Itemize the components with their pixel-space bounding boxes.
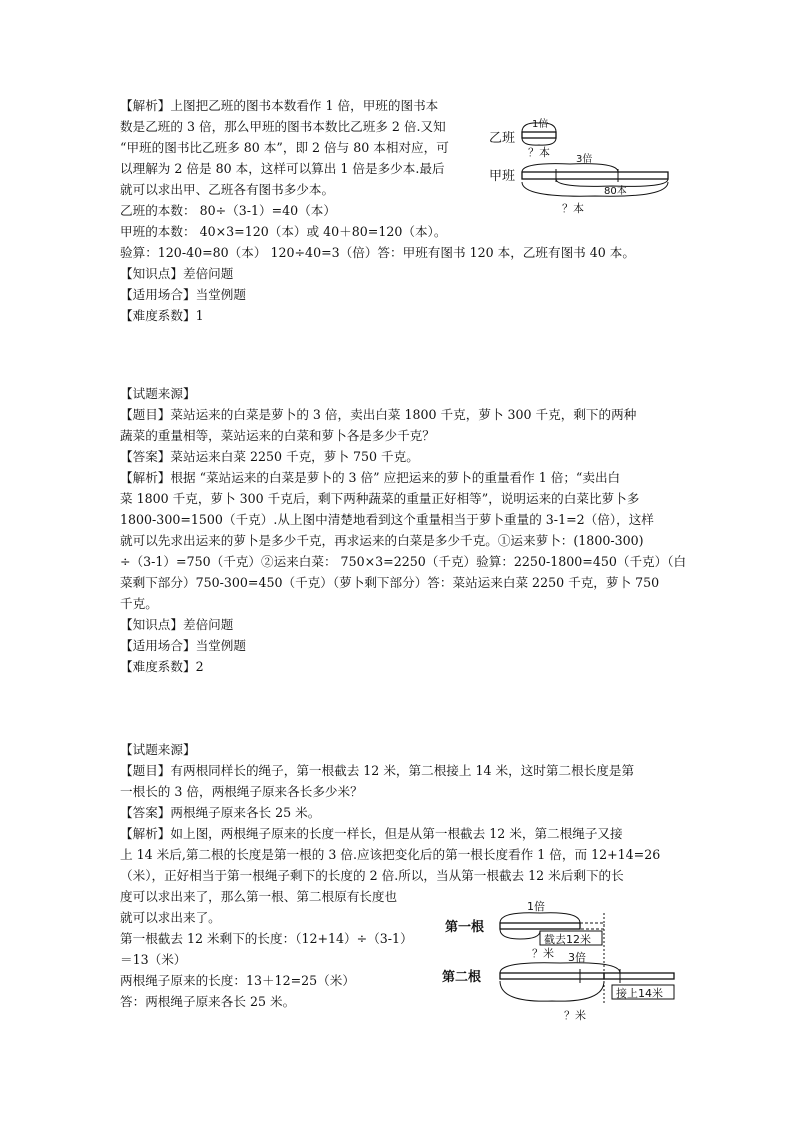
s1-line-3: “甲班的图书比乙班多 80 本”，即 2 倍与 80 本相对应，可 <box>120 140 449 155</box>
s2-line-3: 蔬菜的重量相等，菜站运来的白菜和萝卜各是多少千克？ <box>120 428 435 443</box>
label-q-mid: ？米 <box>532 947 554 960</box>
s2-line-13: 【适用场合】当堂例题 <box>120 638 246 653</box>
s3-line-4: 【答案】两根绳子原来各长 25 米。 <box>120 805 321 820</box>
s1-line-5: 就可以求出甲、乙班各有图书多少本。 <box>120 182 335 197</box>
s1-line-1: 【解析】上图把乙班的图书本数看作 1 倍，甲班的图书本 <box>120 98 439 113</box>
diagram-ropes <box>440 895 680 1025</box>
label-class-a: 甲班 <box>489 169 516 184</box>
brace-class-a-total <box>522 182 668 196</box>
s1-line-8: 验算：120-40=80（本） 120÷40=3（倍）答：甲班有图书 120 本，乙班有图书 40 本。 <box>120 245 635 260</box>
s3-line-9: 就可以求出来了。 <box>120 910 221 925</box>
s3-line-3: 一根长的 3 倍，两根绳子原来各长多少米？ <box>120 784 363 799</box>
bar-rope-1-remaining <box>500 923 580 929</box>
s2-line-1: 【试题来源】 <box>120 386 196 401</box>
s3-line-13: 答：两根绳子原来各长 25 米。 <box>120 994 296 1009</box>
label-cut: 截去12米 <box>544 933 591 946</box>
bar-rope-2-added <box>604 973 674 979</box>
label-one-times: 1倍 <box>527 900 545 913</box>
bar-class-a <box>522 172 668 179</box>
label-eighty: 80本 <box>604 186 627 197</box>
brace-three-times <box>522 164 618 172</box>
s3-line-7: （米），正好相当于第一根绳子剩下的长度的 2 倍.所以，当从第一根截去 12 米后剩下的长 <box>120 868 624 883</box>
s3-line-12: 两根绳子原来的长度：13＋12=25（米） <box>120 973 355 988</box>
s3-line-2: 【题目】有两根同样长的绳子，第一根截去 12 米，第二根接上 14 米，这时第二根长度是第 <box>120 763 635 778</box>
bar-rope-1-cut <box>580 923 604 929</box>
s1-line-2: 数是乙班的 3 倍，那么甲班的图书本数比乙班多 2 倍.又知 <box>120 119 446 134</box>
s1-line-6: 乙班的本数： 80÷（3-1）=40（本） <box>120 203 336 218</box>
s3-line-1: 【试题来源】 <box>120 742 196 757</box>
s1-line-4: 以理解为 2 倍是 80 本，这样可以算出 1 倍是多少本.最后 <box>120 161 445 176</box>
s2-line-12: 【知识点】差倍问题 <box>120 617 234 632</box>
label-q-bottom: ？米 <box>564 1009 586 1022</box>
s2-line-5: 【解析】根据 “菜站运来的白菜是萝卜的 3 倍” 应把运来的萝卜的重量看作 1 倍；“卖出白 <box>120 470 621 485</box>
s2-line-7: 1800-300=1500（千克）.从上图中清楚地看到这个重量相当于萝卜重量的 3-1=2（倍），这样 <box>120 512 654 527</box>
label-three-times: 3倍 <box>576 154 593 165</box>
bar-class-b <box>522 132 556 138</box>
bar-rope-2-original <box>500 973 604 979</box>
s2-line-11: 千克。 <box>120 596 158 611</box>
s3-line-5: 【解析】如上图，两根绳子原来的长度一样长，但是从第一根截去 12 米，第二根绳子又接 <box>120 826 623 841</box>
s3-line-6: 上 14 米后,第二根的长度是第一根的 3 倍.应该把变化后的第一根长度看作 1 倍，而 12+14=26 <box>120 847 661 862</box>
s2-line-14: 【难度系数】2 <box>120 659 204 674</box>
label-rope-1: 第一根 <box>445 920 485 935</box>
s2-line-4: 【答案】菜站运来白菜 2250 千克，萝卜 750 千克。 <box>120 449 419 464</box>
label-rope-2: 第二根 <box>442 970 482 985</box>
label-class-b: 乙班 <box>489 131 516 146</box>
s3-line-8: 度可以求出来了，那么第一根、第二根原有长度也 <box>120 889 398 904</box>
s1-line-10: 【适用场合】当堂例题 <box>120 287 246 302</box>
label-three-times: 3倍 <box>568 951 586 964</box>
s2-line-8: 就可以先求出运来的萝卜是多少千克，再求运来的白菜是多少千克。①运来萝卜：(1800-300) <box>120 533 644 548</box>
brace-one-times <box>500 913 580 923</box>
s2-line-2: 【题目】菜站运来的白菜是萝卜的 3 倍，卖出白菜 1800 千克，萝卜 300 千克，剩下的两种 <box>120 407 637 422</box>
brace-class-b-total <box>522 138 556 145</box>
s1-line-9: 【知识点】差倍问题 <box>120 266 234 281</box>
label-add: 接上14米 <box>616 987 663 1000</box>
diagram-class-books <box>484 112 674 224</box>
s1-line-7: 甲班的本数： 40×3=120（本）或 40＋80=120（本）。 <box>120 224 447 239</box>
brace-three-times <box>500 963 620 973</box>
brace-rope-1-original <box>500 929 540 939</box>
brace-rope-2-original <box>500 981 604 1001</box>
s2-line-9: ÷（3-1）=750（千克）②运来白菜： 750×3=2250（千克）验算：2250-1800=450（千克）（白 <box>120 554 687 569</box>
s2-line-10: 菜剩下部分）750-300=450（千克）（萝卜剩下部分）答：菜站运来白菜 2250 千克，萝卜 750 <box>120 575 660 590</box>
s3-line-10: 第一根截去 12 米剩下的长度：（12+14）÷（3-1） <box>120 931 413 946</box>
s2-line-6: 菜 1800 千克，萝卜 300 千克后，剩下两种蔬菜的重量正好相等”，说明运来的白菜比萝卜多 <box>120 491 640 506</box>
s1-line-11: 【难度系数】1 <box>120 308 204 323</box>
label-q-class-a: ？本 <box>562 202 584 215</box>
s3-line-11: ＝13（米） <box>120 952 187 967</box>
label-one-times: 1倍 <box>532 119 549 130</box>
label-q-class-b: ？本 <box>528 146 550 159</box>
